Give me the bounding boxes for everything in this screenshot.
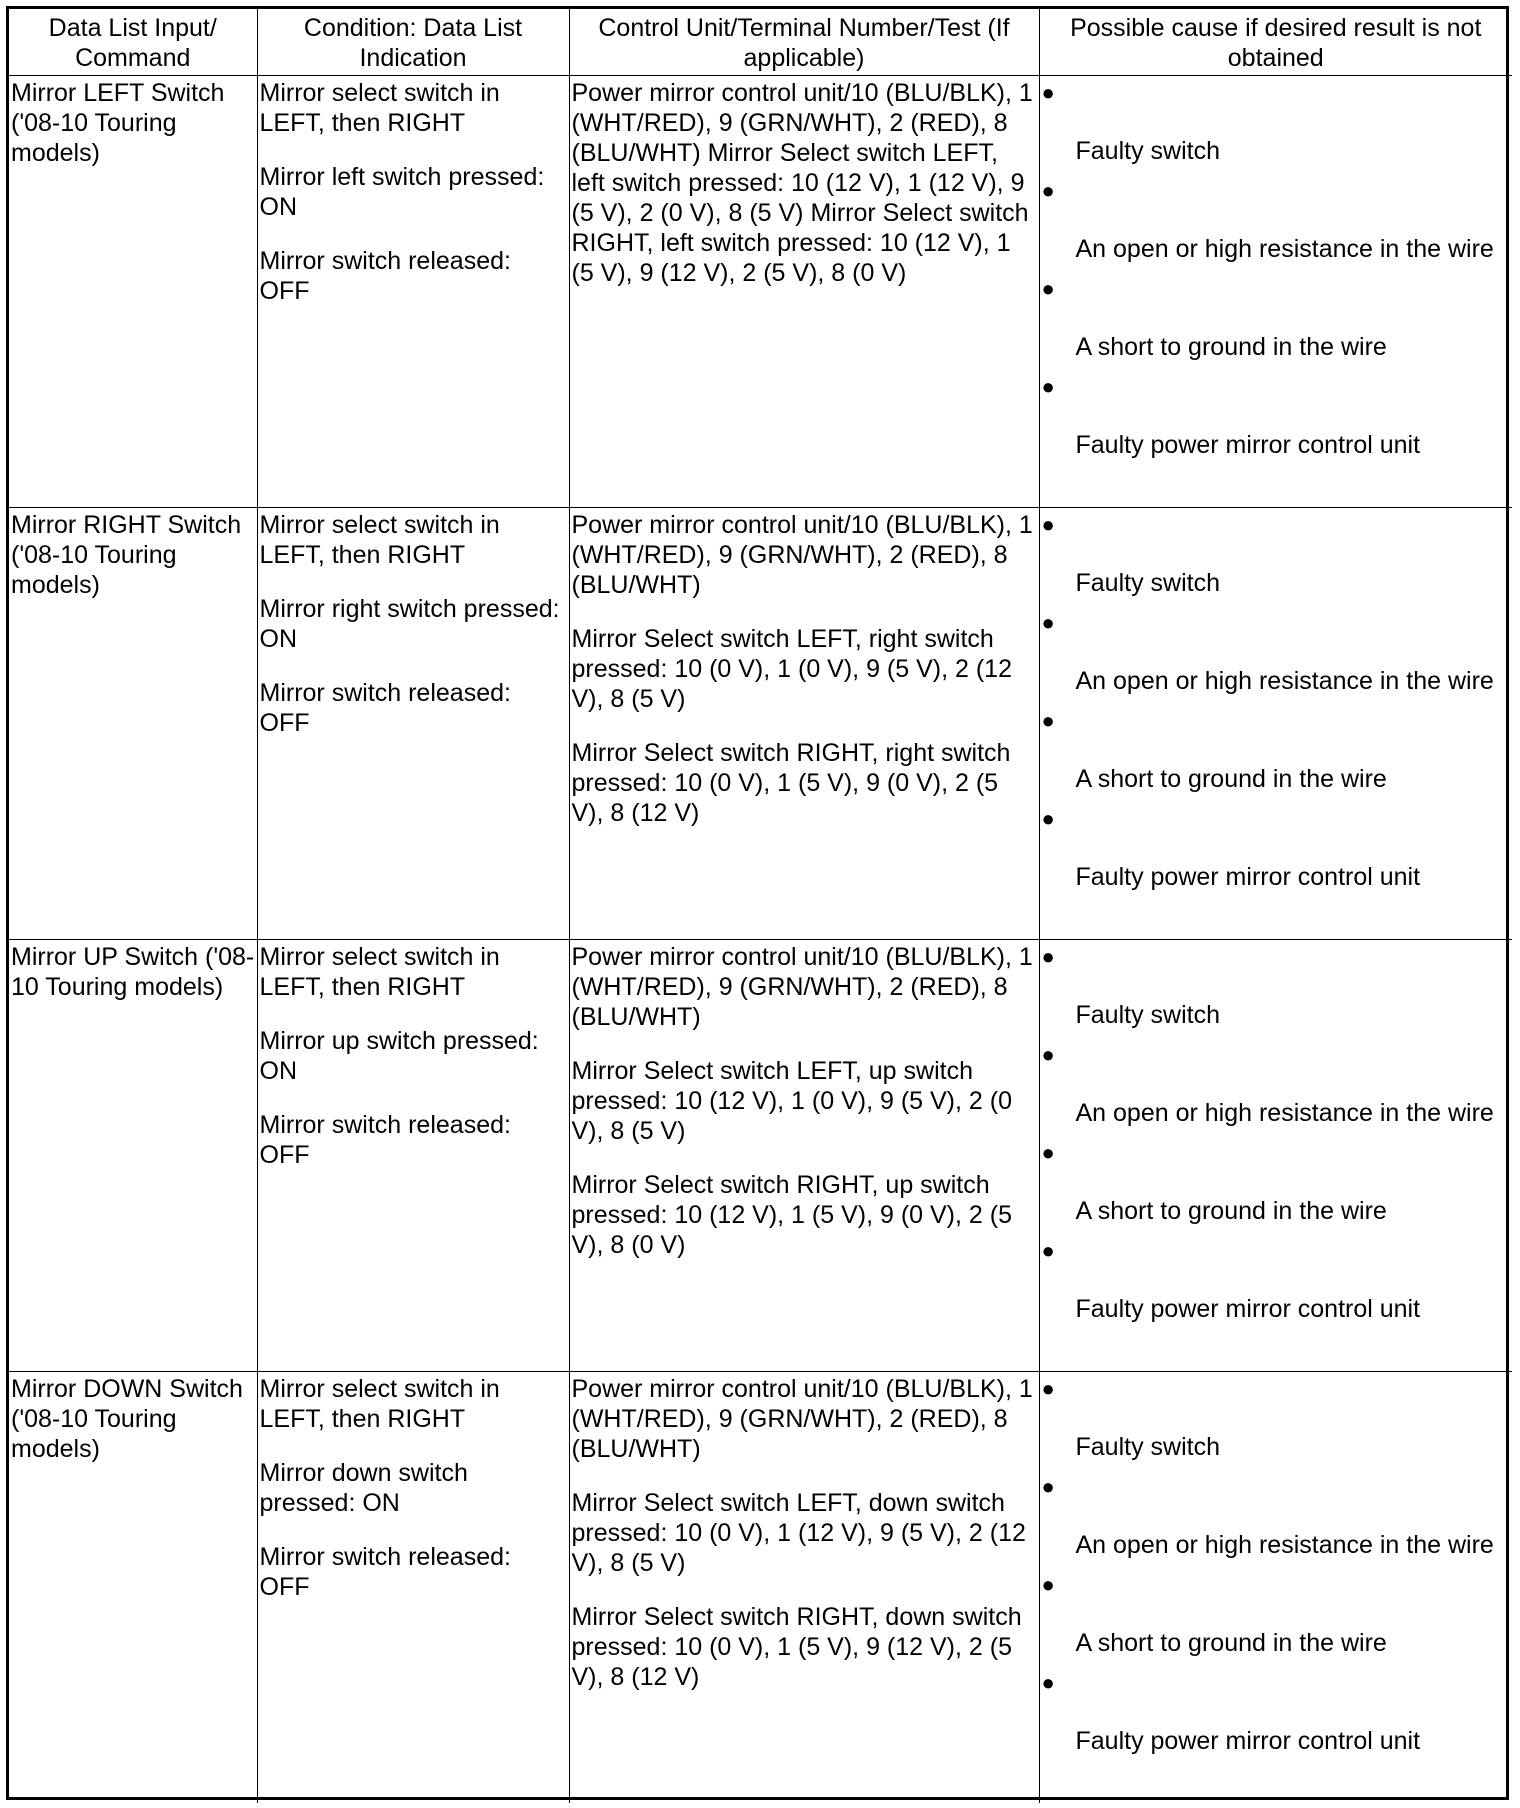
cause-text: Faulty switch: [1075, 136, 1220, 165]
diagnostic-table: [9, 9, 1512, 1803]
bullet-icon: ●: [1041, 1237, 1055, 1263]
cause-text: A short to ground in the wire: [1075, 1628, 1387, 1657]
cause-list-item: [1042, 510, 1511, 598]
cause-cell: [1039, 75, 1512, 507]
cause-text: Faulty switch: [1075, 568, 1220, 597]
cause-list-item: [1042, 942, 1511, 1030]
bullet-icon: ●: [1041, 177, 1055, 203]
table-row: [9, 939, 1512, 1371]
test-cell: [569, 75, 1039, 507]
condition-cell: [257, 939, 569, 1371]
condition-text: Mirror left switch pressed: ON: [259, 162, 545, 221]
input-command-cell: [9, 1371, 257, 1803]
test-text: Mirror Select switch RIGHT, down switch pressed: 10 (0 V), 1 (5 V), 9 (12 V), 2 (5 V), 8 (12 V): [571, 1602, 1022, 1691]
table-row: [9, 507, 1512, 939]
header-possible-cause: Possible cause if desired result is not obtained: [1039, 9, 1512, 75]
test-text: Power mirror control unit/10 (BLU/BLK), 1 (WHT/RED), 9 (GRN/WHT), 2 (RED), 8 (BLU/WHT): [571, 1374, 1033, 1463]
bullet-icon: ●: [1041, 943, 1055, 969]
test-text: Power mirror control unit/10 (BLU/BLK), 1 (WHT/RED), 9 (GRN/WHT), 2 (RED), 8 (BLU/WHT) Mirror Select switch LEFT, left switch pressed: 10 (12 V), 1 (12 V), 9 (5 V), 2 (0 V), 8 (5 V) Mirror Select switch RIGHT, left switch pressed: 10 (12 V), 1 (5 V), 9 (12 V), 2 (5 V), 8 (0 V): [571, 78, 1033, 287]
bullet-icon: ●: [1041, 1571, 1055, 1597]
cause-list-item: [1042, 1374, 1511, 1462]
bullet-icon: ●: [1041, 1473, 1055, 1499]
bullet-icon: ●: [1041, 1669, 1055, 1695]
cause-text: Faulty power mirror control unit: [1075, 1294, 1421, 1323]
bullet-icon: ●: [1041, 373, 1055, 399]
cause-list-item: [1042, 274, 1511, 362]
test-text: Mirror Select switch LEFT, right switch pressed: 10 (0 V), 1 (0 V), 9 (5 V), 2 (12 V), 8 (5 V): [571, 624, 1012, 713]
condition-text: Mirror switch released: OFF: [259, 246, 511, 305]
input-command-text: Mirror RIGHT Switch ('08-10 Touring models): [11, 510, 242, 599]
cause-list-item: [1042, 608, 1511, 696]
cause-text: An open or high resistance in the wire: [1075, 1098, 1494, 1127]
header-input-command: Data List Input/ Command: [9, 9, 257, 75]
header-condition: Condition: Data List Indication: [257, 9, 569, 75]
condition-text: Mirror up switch pressed: ON: [259, 1026, 539, 1085]
condition-cell: [257, 1371, 569, 1803]
input-command-text: Mirror DOWN Switch ('08-10 Touring models): [11, 1374, 243, 1463]
condition-cell: [257, 507, 569, 939]
test-cell: [569, 939, 1039, 1371]
condition-text: Mirror select switch in LEFT, then RIGHT: [259, 510, 500, 569]
cause-list-item: [1042, 372, 1511, 460]
condition-text: Mirror switch released: OFF: [259, 678, 511, 737]
cause-cell: [1039, 507, 1512, 939]
condition-text: Mirror right switch pressed: ON: [259, 594, 560, 653]
bullet-icon: ●: [1041, 1139, 1055, 1165]
bullet-icon: ●: [1041, 805, 1055, 831]
bullet-icon: ●: [1041, 275, 1055, 301]
cause-text: Faulty power mirror control unit: [1075, 430, 1421, 459]
test-text: Power mirror control unit/10 (BLU/BLK), 1 (WHT/RED), 9 (GRN/WHT), 2 (RED), 8 (BLU/WHT): [571, 510, 1033, 599]
bullet-icon: ●: [1041, 1375, 1055, 1401]
test-cell: [569, 507, 1039, 939]
cause-list-item: [1042, 1138, 1511, 1226]
cause-text: A short to ground in the wire: [1075, 332, 1387, 361]
cause-text: An open or high resistance in the wire: [1075, 234, 1494, 263]
cause-list-item: [1042, 78, 1511, 166]
cause-list-item: [1042, 1040, 1511, 1128]
input-command-cell: [9, 507, 257, 939]
cause-list-item: [1042, 804, 1511, 892]
input-command-text: Mirror LEFT Switch ('08-10 Touring models): [11, 78, 225, 167]
cause-list-item: [1042, 176, 1511, 264]
cause-cell: [1039, 939, 1512, 1371]
cause-text: Faulty power mirror control unit: [1075, 862, 1421, 891]
cause-text: An open or high resistance in the wire: [1075, 666, 1494, 695]
condition-text: Mirror switch released: OFF: [259, 1542, 511, 1601]
condition-text: Mirror switch released: OFF: [259, 1110, 511, 1169]
test-text: Power mirror control unit/10 (BLU/BLK), 1 (WHT/RED), 9 (GRN/WHT), 2 (RED), 8 (BLU/WHT): [571, 942, 1033, 1031]
test-cell: [569, 1371, 1039, 1803]
bullet-icon: ●: [1041, 1041, 1055, 1067]
cause-list-item: [1042, 1668, 1511, 1756]
bullet-icon: ●: [1041, 511, 1055, 537]
input-command-cell: [9, 75, 257, 507]
bullet-icon: ●: [1041, 79, 1055, 105]
test-text: Mirror Select switch LEFT, down switch pressed: 10 (0 V), 1 (12 V), 9 (5 V), 2 (12 V), 8 (5 V): [571, 1488, 1026, 1577]
condition-cell: [257, 75, 569, 507]
cause-text: A short to ground in the wire: [1075, 764, 1387, 793]
condition-text: Mirror select switch in LEFT, then RIGHT: [259, 942, 500, 1001]
header-row: [9, 9, 1512, 75]
cause-text: Faulty switch: [1075, 1432, 1220, 1461]
input-command-text: Mirror UP Switch ('08-10 Touring models): [11, 942, 255, 1001]
condition-text: Mirror select switch in LEFT, then RIGHT: [259, 1374, 500, 1433]
document-page: [6, 6, 1509, 1800]
bullet-icon: ●: [1041, 707, 1055, 733]
condition-text: Mirror select switch in LEFT, then RIGHT: [259, 78, 500, 137]
condition-text: Mirror down switch pressed: ON: [259, 1458, 468, 1517]
cause-list-item: [1042, 1472, 1511, 1560]
test-text: Mirror Select switch RIGHT, right switch pressed: 10 (0 V), 1 (5 V), 9 (0 V), 2 (5 V), 8 (12 V): [571, 738, 1011, 827]
header-control-unit-test: Control Unit/Terminal Number/Test (If applicable): [569, 9, 1039, 75]
test-text: Mirror Select switch RIGHT, up switch pressed: 10 (12 V), 1 (5 V), 9 (0 V), 2 (5 V), 8 (0 V): [571, 1170, 1012, 1259]
cause-text: Faulty switch: [1075, 1000, 1220, 1029]
cause-text: Faulty power mirror control unit: [1075, 1726, 1421, 1755]
bullet-icon: ●: [1041, 609, 1055, 635]
cause-list-item: [1042, 706, 1511, 794]
input-command-cell: [9, 939, 257, 1371]
cause-text: A short to ground in the wire: [1075, 1196, 1387, 1225]
table-row: [9, 75, 1512, 507]
table-row: [9, 1371, 1512, 1803]
cause-list-item: [1042, 1236, 1511, 1324]
cause-cell: [1039, 1371, 1512, 1803]
cause-text: An open or high resistance in the wire: [1075, 1530, 1494, 1559]
cause-list-item: [1042, 1570, 1511, 1658]
test-text: Mirror Select switch LEFT, up switch pressed: 10 (12 V), 1 (0 V), 9 (5 V), 2 (0 V), 8 (5 V): [571, 1056, 1012, 1145]
